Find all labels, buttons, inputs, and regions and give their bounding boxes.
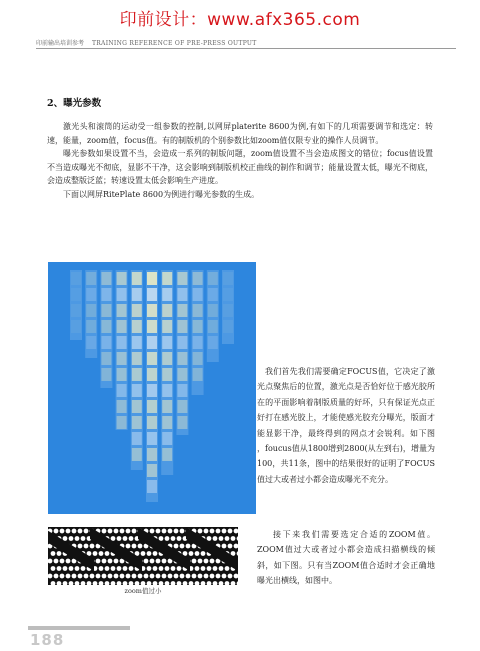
zoom-dot bbox=[87, 581, 92, 585]
zoom-dot bbox=[111, 566, 116, 571]
zoom-dot bbox=[162, 574, 167, 579]
zoom-dot bbox=[204, 574, 209, 579]
zoom-dot bbox=[123, 581, 128, 585]
zoom-dot bbox=[195, 566, 200, 571]
zoom-dot bbox=[78, 544, 83, 549]
zoom-dot bbox=[159, 581, 164, 585]
zoom-dot bbox=[105, 581, 110, 585]
zoom-dot bbox=[195, 581, 200, 585]
zoom-dot bbox=[144, 559, 149, 564]
zoom-dot bbox=[72, 529, 77, 534]
zoom-dot bbox=[123, 536, 128, 541]
zoom-dot bbox=[117, 566, 122, 571]
zoom-dot bbox=[192, 559, 197, 564]
zoom-dot bbox=[156, 529, 161, 534]
zoom-dot bbox=[231, 581, 236, 585]
zoom-dot bbox=[93, 581, 98, 585]
paragraph: 曝光参数如果设置不当，会造成一系列的制版问题，zoom值设置不当会造成图文的错位；focus值设置不当造成曝光不彻底，显影不干净，这会影响到制版机校正曲线的制作和调节；能量设置太低，曝光不彻底，会造成整版泛蓝；转速设置太低会影响生产进度。 bbox=[47, 149, 433, 186]
zoom-dot bbox=[216, 574, 221, 579]
zoom-dot bbox=[177, 536, 182, 541]
zoom-dot bbox=[156, 574, 161, 579]
header-rule bbox=[36, 48, 456, 49]
zoom-dot bbox=[90, 544, 95, 549]
zoom-dot bbox=[48, 574, 52, 579]
zoom-dot bbox=[213, 536, 218, 541]
zoom-dot bbox=[114, 574, 119, 579]
zoom-dot bbox=[147, 581, 152, 585]
zoom-dot bbox=[177, 581, 182, 585]
zoom-dot bbox=[51, 566, 56, 571]
zoom-dot bbox=[204, 559, 209, 564]
zoom-dot bbox=[129, 566, 134, 571]
zoom-dot bbox=[75, 566, 80, 571]
zoom-dot bbox=[63, 566, 68, 571]
zoom-dot bbox=[147, 551, 152, 556]
zoom-scan-band bbox=[186, 527, 238, 571]
zoom-dot bbox=[171, 536, 176, 541]
focus-test-figure bbox=[48, 262, 256, 514]
zoom-dot bbox=[174, 529, 179, 534]
zoom-dot bbox=[93, 551, 98, 556]
zoom-dot bbox=[213, 581, 218, 585]
zoom-dot bbox=[162, 559, 167, 564]
zoom-dot bbox=[117, 536, 122, 541]
zoom-dot bbox=[102, 574, 107, 579]
zoom-dot bbox=[126, 544, 131, 549]
zoom-dot bbox=[60, 529, 65, 534]
zoom-scan-band bbox=[48, 527, 94, 571]
running-header bbox=[36, 38, 257, 47]
zoom-caption: zoom值过小 bbox=[124, 587, 162, 595]
zoom-dot bbox=[138, 574, 143, 579]
zoom-dot bbox=[213, 566, 218, 571]
zoom-dot bbox=[99, 566, 104, 571]
zoom-dot bbox=[210, 529, 215, 534]
zoom-dot bbox=[69, 581, 74, 585]
zoom-dot bbox=[186, 544, 191, 549]
zoom-dot bbox=[141, 581, 146, 585]
zoom-dot bbox=[225, 566, 230, 571]
zoom-dot bbox=[117, 581, 122, 585]
zoom-dot bbox=[222, 574, 227, 579]
zoom-dot bbox=[180, 574, 185, 579]
zoom-dot bbox=[99, 581, 104, 585]
zoom-dot bbox=[168, 529, 173, 534]
zoom-dot bbox=[219, 581, 224, 585]
zoom-dot bbox=[81, 581, 86, 585]
zoom-dot bbox=[75, 581, 80, 585]
focus-shade bbox=[48, 262, 256, 514]
zoom-dot bbox=[186, 574, 191, 579]
zoom-dot bbox=[99, 551, 104, 556]
zoom-dot bbox=[81, 536, 86, 541]
zoom-dot bbox=[144, 574, 149, 579]
zoom-dot bbox=[183, 581, 188, 585]
zoom-dot bbox=[228, 574, 233, 579]
zoom-dot bbox=[237, 536, 238, 541]
zoom-dot bbox=[156, 559, 161, 564]
zoom-dot bbox=[162, 529, 167, 534]
zoom-dot bbox=[198, 529, 203, 534]
zoom-dot bbox=[198, 574, 203, 579]
zoom-dot bbox=[126, 529, 131, 534]
zoom-dot bbox=[210, 559, 215, 564]
zoom-dot bbox=[138, 544, 143, 549]
zoom-dot bbox=[114, 559, 119, 564]
zoom-dot-pattern bbox=[48, 527, 238, 585]
zoom-dot bbox=[180, 529, 185, 534]
zoom-dot bbox=[234, 574, 238, 579]
zoom-dot bbox=[63, 581, 68, 585]
zoom-dot bbox=[105, 551, 110, 556]
zoom-dot bbox=[84, 574, 89, 579]
zoom-dot bbox=[48, 559, 52, 564]
zoom-dot bbox=[222, 544, 227, 549]
zoom-dot bbox=[69, 536, 74, 541]
focus-strips-graphic bbox=[48, 262, 256, 514]
zoom-dot bbox=[228, 544, 233, 549]
zoom-dot bbox=[177, 566, 182, 571]
zoom-dot bbox=[189, 551, 194, 556]
zoom-dot bbox=[132, 544, 137, 549]
zoom-dot bbox=[141, 551, 146, 556]
zoom-dot bbox=[222, 529, 227, 534]
zoom-dot bbox=[201, 581, 206, 585]
zoom-dot bbox=[96, 574, 101, 579]
zoom-dot bbox=[234, 529, 238, 534]
zoom-dot bbox=[168, 574, 173, 579]
zoom-dot bbox=[120, 574, 125, 579]
zoom-dot bbox=[219, 536, 224, 541]
zoom-dot bbox=[108, 529, 113, 534]
zoom-dot bbox=[219, 566, 224, 571]
zoom-dot bbox=[129, 581, 134, 585]
zoom-dot bbox=[51, 551, 56, 556]
zoom-dot bbox=[120, 529, 125, 534]
zoom-dot bbox=[150, 559, 155, 564]
zoom-dot bbox=[78, 574, 83, 579]
zoom-dot bbox=[102, 529, 107, 534]
paragraph: 激光头和滚筒的运动受一组参数的控制,以网屏platerite 8600为例,有如下的几项需要调节和选定：转速，能量，zoom值，focus值。有的制版机的个别参数比如zoom值仅限专业的操作人员调节。 bbox=[47, 122, 433, 145]
zoom-dot bbox=[234, 544, 238, 549]
watermark: 印前设计：www.afx365.com bbox=[119, 10, 361, 30]
zoom-dot bbox=[129, 536, 134, 541]
zoom-dot bbox=[237, 581, 238, 585]
zoom-dot bbox=[201, 551, 206, 556]
zoom-dot bbox=[150, 574, 155, 579]
zoom-dot bbox=[75, 536, 80, 541]
zoom-dot bbox=[198, 559, 203, 564]
zoom-dot bbox=[54, 529, 59, 534]
zoom-dot bbox=[228, 529, 233, 534]
zoom-dot bbox=[132, 529, 137, 534]
paragraph: 下面以网屏RitePlate 8600为例进行曝光参数的生成。 bbox=[63, 189, 260, 199]
zoom-dot bbox=[165, 536, 170, 541]
zoom-dot bbox=[171, 581, 176, 585]
zoom-dot bbox=[195, 551, 200, 556]
zoom-dot bbox=[204, 529, 209, 534]
zoom-dot bbox=[84, 544, 89, 549]
zoom-dot bbox=[216, 529, 221, 534]
zoom-dot bbox=[78, 529, 83, 534]
zoom-dot bbox=[54, 574, 59, 579]
zoom-dot bbox=[60, 559, 65, 564]
body-text bbox=[47, 120, 433, 202]
focus-text bbox=[257, 364, 435, 487]
zoom-dot bbox=[132, 574, 137, 579]
zoom-dot bbox=[105, 566, 110, 571]
zoom-dot bbox=[210, 574, 215, 579]
zoom-test-figure bbox=[48, 527, 238, 585]
zoom-dot bbox=[126, 574, 131, 579]
zoom-dot bbox=[225, 536, 230, 541]
zoom-dot bbox=[207, 566, 212, 571]
zoom-dot bbox=[60, 574, 65, 579]
zoom-dot bbox=[201, 566, 206, 571]
zoom-dot bbox=[237, 551, 238, 556]
zoom-paragraph: 接下来我们需要选定合适的ZOOM值。ZOOM值过大或者过小都会造成扫描横线的倾斜，如下图。只有当ZOOM值合适时才会正确地曝光出横线，如图中。 bbox=[257, 530, 435, 586]
zoom-dot bbox=[153, 566, 158, 571]
zoom-dot bbox=[189, 581, 194, 585]
page-number: 188 bbox=[30, 631, 65, 649]
zoom-dot bbox=[153, 551, 158, 556]
focus-paragraph: 我们首先我们需要确定FOCUS值，它决定了激光点聚焦后的位置，激光点是否恰好位于感光胶所在的平面影响着制版质量的好坏，只有保证光点正好打在感光胶上，才能使感光胶充分曝光，版面才能显影干净，最终得到的网点才会锐利。如下图 ，foucus值从1800增到2800(从左到右)，增量为100，共11条，图中的结果很好的证明了FOCUS值过大或者过小都会造成曝光不充分。 bbox=[257, 367, 435, 484]
header-title-cn: 印前输出培训参考 bbox=[36, 40, 85, 47]
zoom-dot bbox=[159, 566, 164, 571]
zoom-dot bbox=[171, 566, 176, 571]
zoom-dot bbox=[69, 566, 74, 571]
zoom-dot bbox=[174, 544, 179, 549]
header-title-en: TRAINING REFERENCE OF PRE-PRESS OUTPUT bbox=[91, 40, 257, 47]
zoom-dot bbox=[57, 566, 62, 571]
zoom-dot bbox=[165, 566, 170, 571]
zoom-dot bbox=[231, 536, 236, 541]
zoom-dot bbox=[102, 559, 107, 564]
zoom-text bbox=[257, 527, 435, 589]
zoom-dot bbox=[180, 544, 185, 549]
footer-bar bbox=[28, 626, 130, 630]
zoom-dot bbox=[51, 581, 56, 585]
zoom-dot bbox=[66, 574, 71, 579]
zoom-dot bbox=[135, 581, 140, 585]
zoom-dot bbox=[165, 581, 170, 585]
zoom-dot bbox=[147, 566, 152, 571]
zoom-dot bbox=[108, 574, 113, 579]
zoom-dot bbox=[72, 574, 77, 579]
zoom-dot bbox=[57, 581, 62, 585]
zoom-dot bbox=[90, 574, 95, 579]
zoom-dot bbox=[57, 551, 62, 556]
zoom-dot bbox=[153, 581, 158, 585]
zoom-dot bbox=[66, 529, 71, 534]
zoom-dot bbox=[111, 581, 116, 585]
zoom-dot bbox=[84, 529, 89, 534]
zoom-dot bbox=[81, 566, 86, 571]
zoom-dot bbox=[114, 529, 119, 534]
zoom-dot bbox=[96, 559, 101, 564]
zoom-dot bbox=[66, 559, 71, 564]
zoom-dot bbox=[123, 566, 128, 571]
zoom-dot bbox=[192, 574, 197, 579]
zoom-dot bbox=[174, 574, 179, 579]
zoom-dot bbox=[54, 559, 59, 564]
zoom-scan-band bbox=[90, 527, 142, 571]
section-title: 2、曝光参数 bbox=[47, 98, 102, 109]
zoom-scan-band bbox=[138, 527, 190, 571]
zoom-dot bbox=[207, 581, 212, 585]
zoom-dot bbox=[150, 529, 155, 534]
zoom-dot bbox=[108, 559, 113, 564]
zoom-dot bbox=[225, 581, 230, 585]
